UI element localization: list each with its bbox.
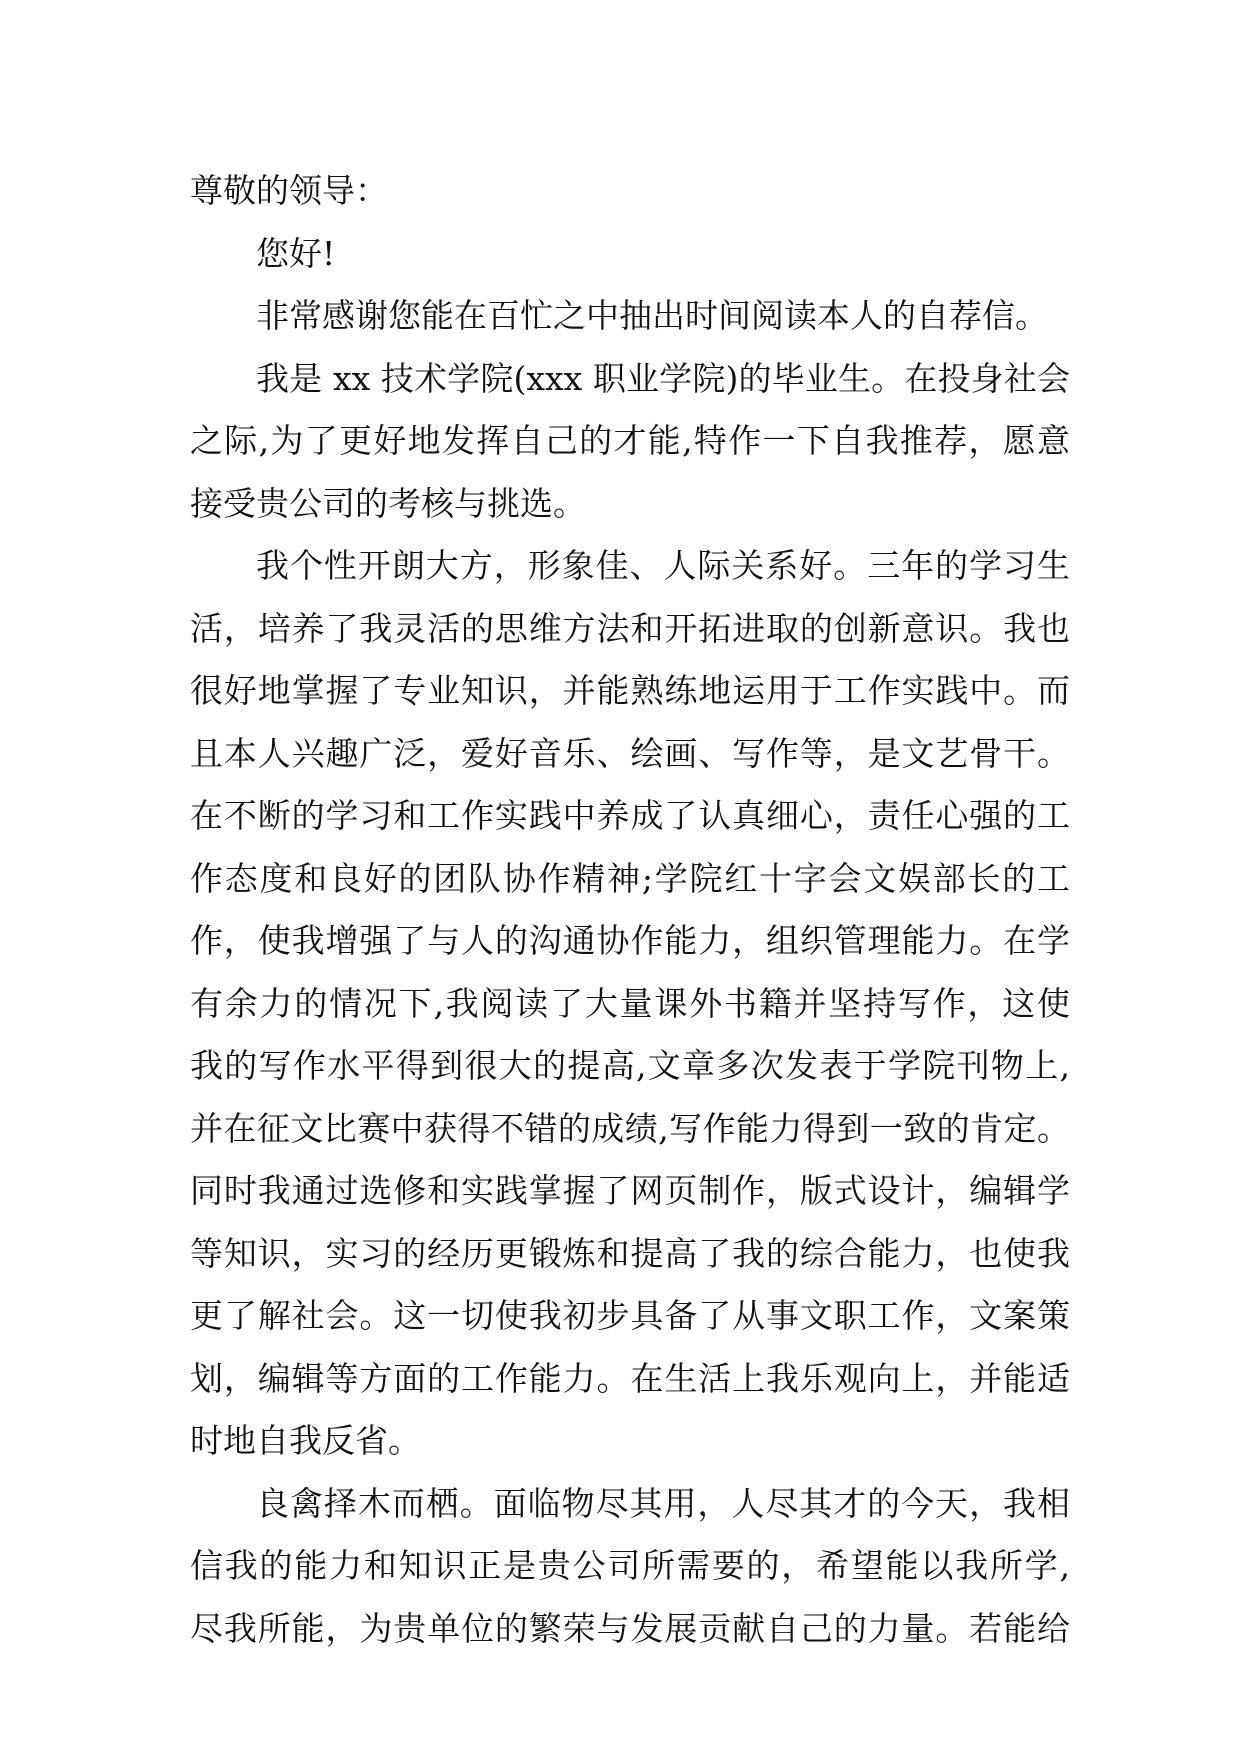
paragraph-qualities-line: 活，培养了我灵活的思维方法和开拓进取的创新意识。我也 bbox=[190, 608, 1070, 648]
paragraph-qualities-line: 在不断的学习和工作实践中养成了认真细心，责任心强的工 bbox=[190, 796, 1070, 835]
paragraph-qualities-line: 我的写作水平得到很大的提高,文章多次发表于学院刊物上, bbox=[190, 1046, 1070, 1085]
paragraph-intro-line: 非常感谢您能在百忙之中抽出时间阅读本人的自荐信。 bbox=[256, 296, 1048, 335]
paragraph-background-line: 之际,为了更好地发挥自己的才能,特作一下自我推荐，愿意 bbox=[190, 421, 1070, 460]
paragraph-qualities-line: 且本人兴趣广泛，爱好音乐、绘画、写作等，是文艺骨干。 bbox=[190, 733, 1070, 773]
paragraph-qualities-line: 并在征文比赛中获得不错的成绩,写作能力得到一致的肯定。 bbox=[190, 1108, 1070, 1148]
paragraph-qualities-line: 更了解社会。这一切使我初步具备了从事文职工作，文案策 bbox=[190, 1296, 1070, 1335]
paragraph-closing-line: 良禽择木而栖。面临物尽其用，人尽其才的今天，我相 bbox=[256, 1483, 1070, 1523]
paragraph-qualities-line: 作态度和良好的团队协作精神;学院红十字会文娱部长的工 bbox=[190, 858, 1070, 898]
salutation: 尊敬的领导： bbox=[190, 171, 388, 210]
paragraph-closing-line: 尽我所能，为贵单位的繁荣与发展贡献自己的力量。若能给 bbox=[190, 1608, 1070, 1648]
paragraph-qualities-line: 划，编辑等方面的工作能力。在生活上我乐观向上，并能适 bbox=[190, 1358, 1070, 1398]
paragraph-closing-line: 信我的能力和知识正是贵公司所需要的，希望能以我所学, bbox=[190, 1546, 1070, 1585]
paragraph-background-line: 接受贵公司的考核与挑选。 bbox=[190, 483, 586, 523]
paragraph-qualities-line: 时地自我反省。 bbox=[190, 1421, 421, 1460]
paragraph-background-line: 我是 xx 技术学院(xxx 职业学院)的毕业生。在投身社会 bbox=[256, 358, 1070, 398]
paragraph-qualities-line: 作，使我增强了与人的沟通协作能力，组织管理能力。在学 bbox=[190, 921, 1070, 960]
paragraph-qualities-line: 我个性开朗大方，形象佳、人际关系好。三年的学习生 bbox=[256, 546, 1070, 585]
greeting: 您好! bbox=[256, 233, 336, 273]
letter-body bbox=[190, 160, 1070, 1660]
paragraph-qualities-line: 同时我通过选修和实践掌握了网页制作，版式设计，编辑学 bbox=[190, 1171, 1070, 1210]
paragraph-qualities-line: 等知识，实习的经历更锻炼和提高了我的综合能力，也使我 bbox=[190, 1233, 1070, 1273]
paragraph-qualities-line: 很好地掌握了专业知识，并能熟练地运用于工作实践中。而 bbox=[190, 671, 1070, 710]
paragraph-qualities-line: 有余力的情况下,我阅读了大量课外书籍并坚持写作，这使 bbox=[190, 983, 1070, 1023]
